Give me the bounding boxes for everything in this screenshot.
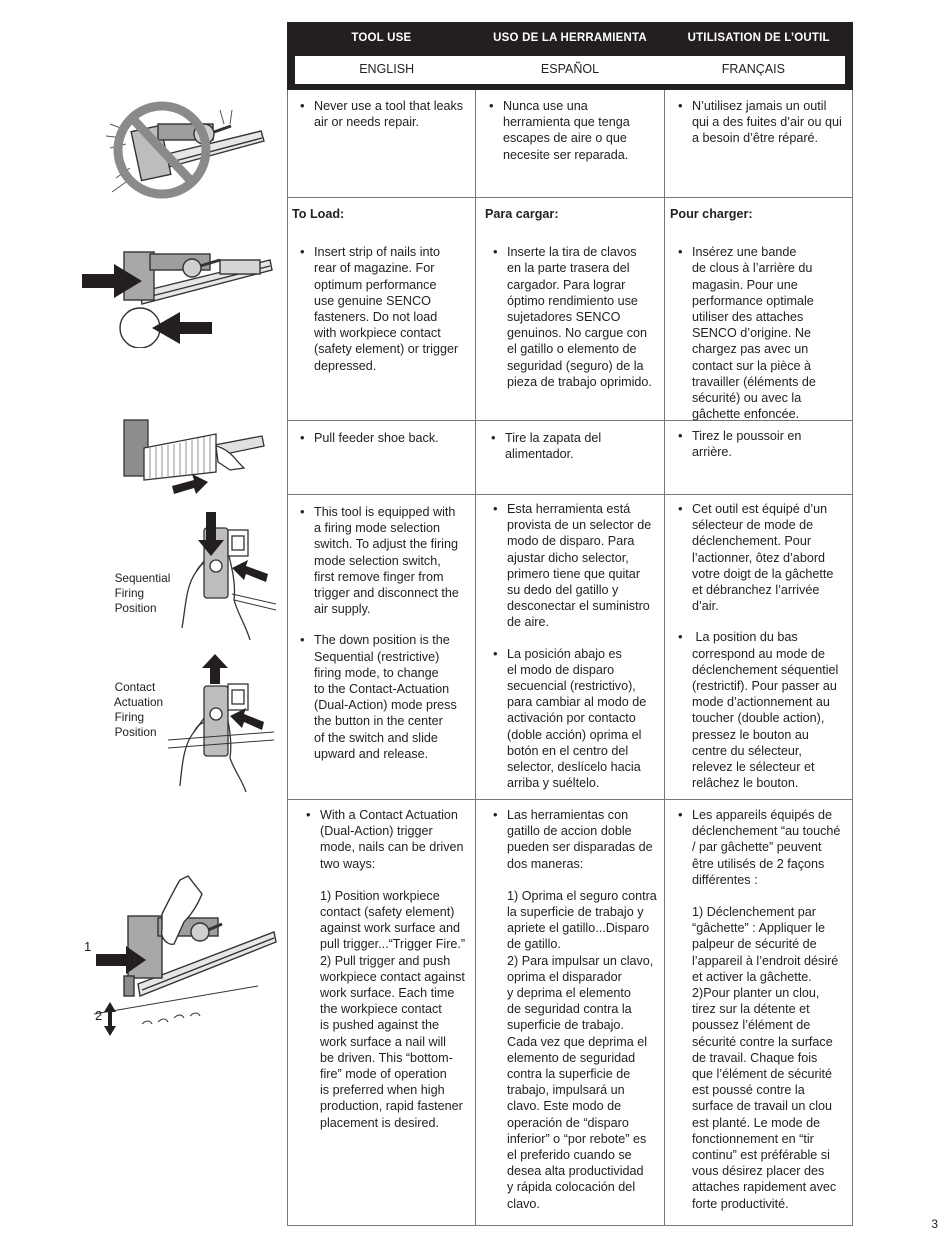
r2-french [670,206,850,437]
table-border-col2 [475,90,476,1226]
r1-english [300,98,472,145]
sequential-switch-icon [176,508,276,642]
header-title-french: UTILISATION DE L’OUTIL [687,32,830,44]
row-divider-3 [287,494,853,495]
table-border-right [852,90,853,1226]
list-item: • Les appareils équipés de déclenchement “au touché / par gâchette” peuvent être utilisés de 2 façons différentes : [678,807,850,888]
r5-spanish-steps: 1) Oprima el seguro contra la superficie de trabajo y apriete el gatillo...Disparo de gatillo. 2) Para impulsar un clavo, oprima el disparador y deprima el elemento de seguridad contra la superficie de trabajo. Cada vez que deprima el elemento de seguridad contra la superficie de trabajo, impulsará un clavo. Este modo de operación de “disparo inferior” o “por rebote” es el preferido cuando se desea alta productividad y rápida colocación del clavo. [507,888,657,1211]
r1-spanish [489,98,661,178]
list-item: • Insert strip of nails into rear of magazine. For optimum performance use genuine SENCO fasteners. Do not load with workpiece contact (safety element) or trigger depressed. [300,244,472,374]
nail-strip-loading-icon [80,232,280,348]
list-item: • Insérez une bande de clous à l’arrière du magasin. Pour une performance optimale utiliser des attaches SENCO d’origine. Ne chargez pas avec un contact sur la pièce à travailler (éléments de sécurité) ou avec la gâchette enfoncée. [678,244,850,422]
r3-english [300,430,472,461]
contact-actuation-label: Contact Actuation Firing Position [113,680,164,739]
header-titles [287,22,853,54]
header-languages [295,56,845,84]
para-cargar-label: Para cargar: [485,207,559,221]
list-item: • Cet outil est équipé d’un sélecteur de mode de déclenchement. Pour l’actionner, ôtez d’abord votre doigt de la gâchette et débranchez l’arrivée d’air. [678,501,850,614]
row-divider-1 [287,197,853,198]
pour-charger-label: Pour charger: [670,207,753,221]
lang-french: FRANÇAIS [721,62,785,76]
list-item: • Tirez le poussoir en arrière. [678,428,850,460]
step-2-label: 2 [95,1008,103,1023]
r5-french-steps: 1) Déclenchement par “gâchette” : Appliquer le palpeur de sécurité de l’appareil à l’endroit désiré et activer la gâchette. 2)Pour planter un clou, tirez sur la détente et poussez l’élément de sécurité contre la surface de travail. Chaque fois que l’élément de sécurité est poussé contre la surface de travail un clou est planté. Le mode de fonctionnement en “tir continu” est préférable si vous désirez placer des attaches rapidement avec forte productivité. [692,905,839,1211]
sequential-firing-label: Sequential Firing Position [114,571,171,615]
lang-spanish: ESPAÑOL [540,62,600,76]
table-border-left [287,90,288,1226]
step-1-label: 1 [84,939,92,954]
lang-english: ENGLISH [359,62,415,76]
list-item: • Pull feeder shoe back. [300,430,472,446]
contact-firing-icon [88,874,278,1040]
list-item: • Never use a tool that leaks air or needs repair. [300,98,472,130]
list-item: • This tool is equipped with a firing mode selection switch. To adjust the firing mode selection switch, first remove finger from trigger and disconnect the air supply. [300,504,472,617]
r2-english [292,206,472,389]
page-number: 3 [931,1217,938,1231]
contact-actuation-switch-icon [166,654,276,794]
list-item: • The down position is the Sequential (restrictive) firing mode, to change to the Contact-Actuation (Dual-Action) mode press the button in the center of the switch and slide upward and release. [300,632,472,762]
list-item: • Las herramientas con gatillo de accion doble pueden ser disparadas de dos maneras: [493,807,663,872]
feeder-shoe-icon [120,418,270,498]
list-item: • Nunca use una herramienta que tenga escapes de aire o que necesite ser reparada. [489,98,661,163]
r4-french [678,501,850,806]
list-item: • Inserte la tira de clavos en la parte trasera del cargador. Para lograr óptimo rendimiento use sujetadores SENCO genuinos. No cargue con el gatillo o elemento de seguridad (seguro) de la pieza de trabajo oprimido. [493,244,661,390]
r5-spanish [493,807,663,1212]
r2-spanish [485,206,661,405]
list-item: • Esta herramienta está provista de un selector de modo de disparo. Para ajustar dicho selector, primero tiene que quitar su dedo del gatillo y desconectar el suministro de aire. [493,501,663,631]
to-load-label: To Load: [292,207,345,221]
r1-french [678,98,850,162]
header-title-english: TOOL USE [351,32,412,44]
table-header [287,22,853,90]
prohibited-leaking-tool-icon [96,96,276,200]
r4-english [300,504,472,777]
r5-french [678,807,850,1212]
r3-french [678,428,850,475]
r3-spanish [491,430,661,477]
r5-english [306,807,472,1131]
list-item: • N’utilisez jamais un outil qui a des fuites d’air ou qui a besoin d’être réparé. [678,98,850,147]
r5-english-steps: 1) Position workpiece contact (safety element) against work surface and pull trigger...“Trigger Fire.” 2) Pull trigger and push workpiece contact against work surface. Each time the workpiece contact is pushed against the work surface a nail will be driven. This “bottom- fire” mode of operation is preferred when high production, rapid fastener placement is desired. [320,888,466,1130]
list-item: • With a Contact Actuation (Dual-Action) trigger mode, nails can be driven two ways: [306,807,472,872]
r4-spanish [493,501,663,806]
list-item: • La position du bas correspond au mode de déclenchement séquentiel (restrictif). Pour passer au mode d’actionnement au toucher (double action), pressez le bouton au centre du sélecteur, relevez le sélecteur et relâchez le bouton. [678,629,850,791]
header-title-spanish: USO DE LA HERRAMIENTA [493,32,647,44]
list-item: • La posición abajo es el modo de disparo secuencial (restrictivo), para cambiar al modo de activación por contacto (doble acción) oprima el botón en el centro del selector, deslícelo hacia arriba y suéltelo. [493,646,663,792]
table-border-bottom [287,1225,853,1226]
list-item: • Tire la zapata del alimentador. [491,430,661,462]
table-border-col3 [664,90,665,1226]
